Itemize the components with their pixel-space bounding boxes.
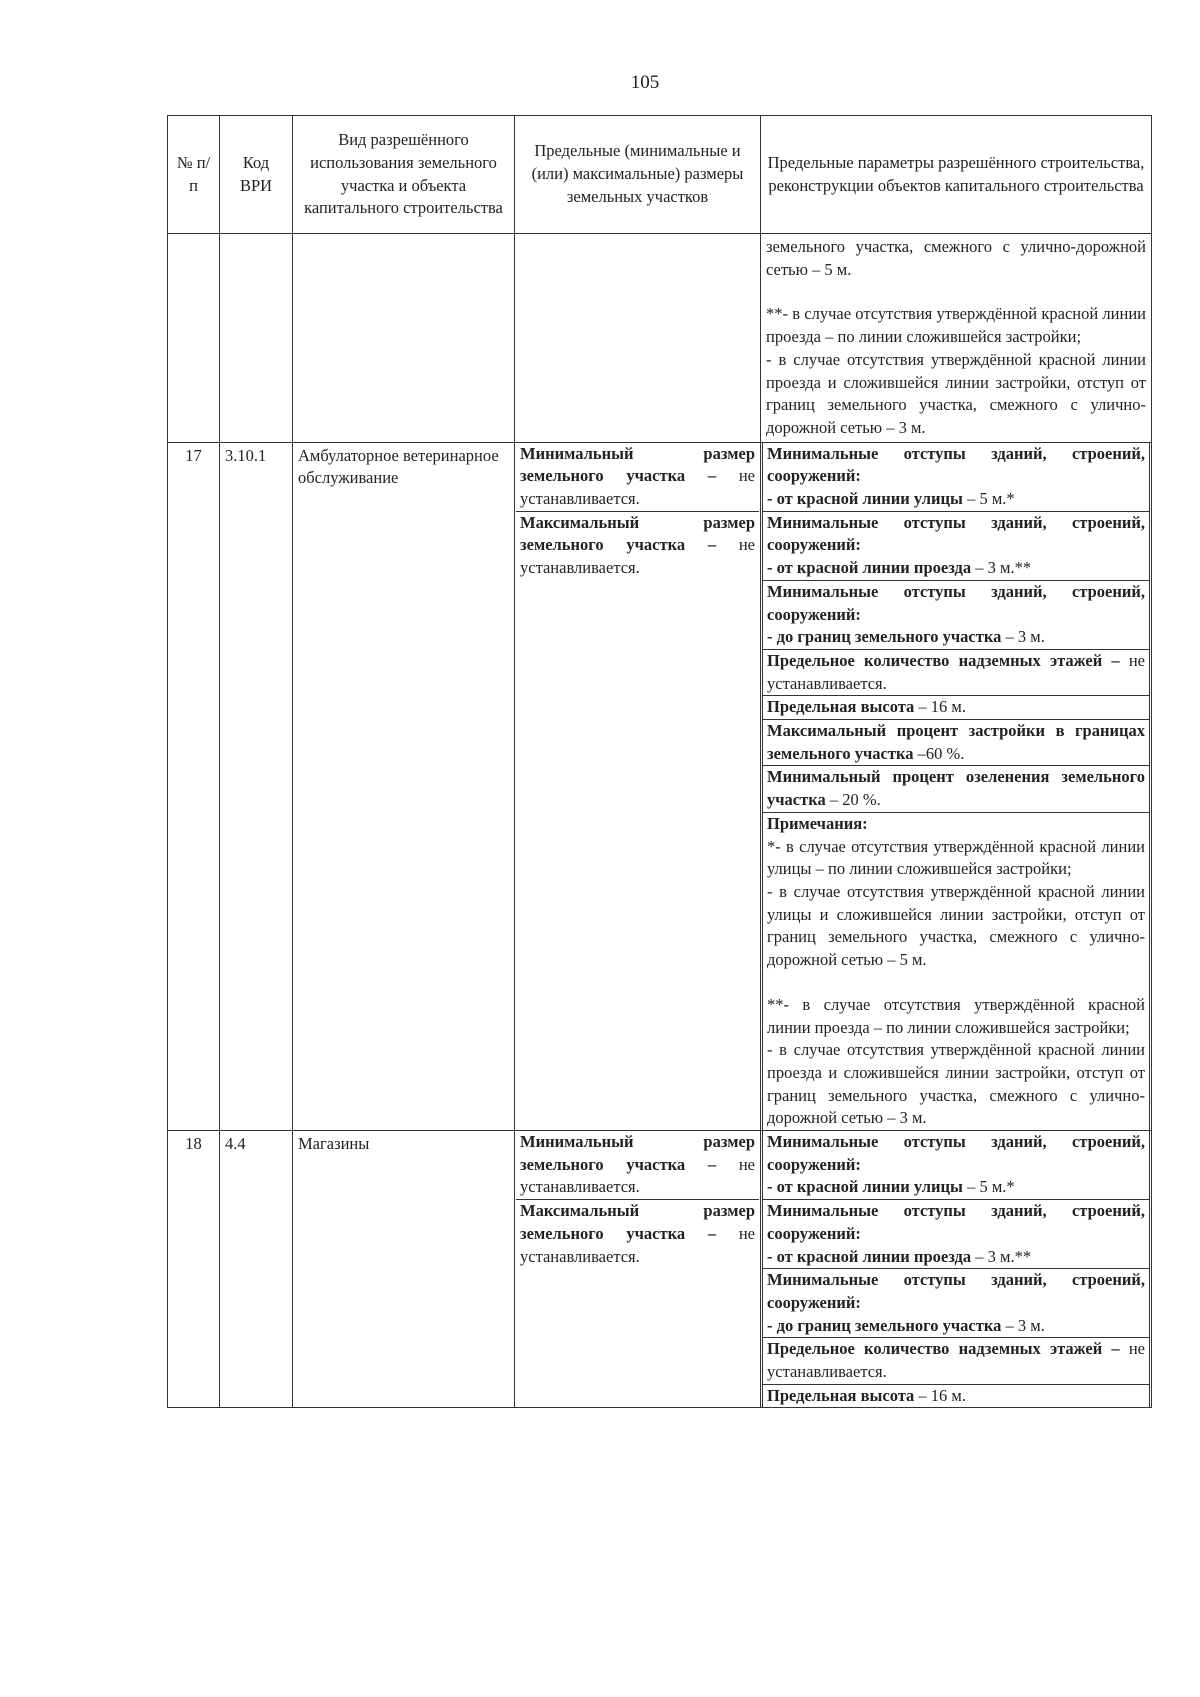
table-row (168, 442, 1152, 1130)
header-num: № п/п (168, 116, 220, 234)
header-code: Код ВРИ (220, 116, 293, 234)
params-cell (761, 442, 1152, 1130)
param-label: Минимальные отступы зданий, строений, сооружений: (767, 1132, 1145, 1174)
note-text: **- в случае отсутствия утверждённой красной линии проезда – по линии сложившейся застройки; (767, 994, 1145, 1037)
param-label: Предельная высота (767, 697, 915, 717)
param-label: - от красной линии улицы (767, 1177, 963, 1197)
size-value: не устанавливается. (520, 1223, 755, 1266)
param-label: - от красной линии улицы (767, 489, 963, 509)
header-params: Предельные параметры разрешённого строительства, реконструкции объектов капитального строительства (761, 116, 1152, 234)
param-value: не устанавливается. (767, 1339, 1145, 1382)
param-label: Предельная высота (767, 1385, 915, 1405)
param-value: – 3 м.** (971, 1246, 1032, 1266)
param-value: – 20 %. (825, 790, 881, 810)
header-size: Предельные (минимальные и (или) максимальные) размеры земельных участков (515, 116, 761, 234)
header-use: Вид разрешённого использования земельного участка и объекта капитального строительства (293, 116, 515, 234)
notes-heading: Примечания: (767, 813, 868, 833)
row-use: Магазины (293, 1131, 515, 1408)
param-label: Предельное количество надземных этажей – (767, 650, 1120, 670)
zoning-table (167, 115, 1152, 1408)
param-label: - от красной линии проезда (767, 1246, 972, 1266)
size-value: не устанавливается. (520, 535, 755, 578)
note-text: - в случае отсутствия утверждённой красной линии улицы и сложившейся линии застройки, отступ от границ земельного участка, смежного с улично-дорожной сетью – 5 м. (767, 881, 1145, 970)
param-label: Максимальный процент застройки в границах земельного участка (767, 721, 1145, 763)
param-value: – 3 м. (1001, 1315, 1045, 1335)
param-value: – 3 м. (1001, 627, 1045, 647)
param-value: – 3 м.** (971, 558, 1032, 578)
page-number: 105 (630, 72, 660, 93)
size-label: Минимальный размер земельного участка – (520, 1132, 755, 1174)
param-label: Минимальный процент озеленения земельного участка (767, 767, 1145, 810)
table-row (168, 1131, 1152, 1408)
row-code: 4.4 (220, 1131, 293, 1408)
row-use: Амбулаторное ветеринарное обслуживание (293, 442, 515, 1130)
row-number: 18 (168, 1131, 220, 1408)
note-text: *- в случае отсутствия утверждённой красной линии улицы – по линии сложившейся застройки; (767, 836, 1145, 879)
param-label: - до границ земельного участка (767, 1315, 1002, 1335)
size-label: Минимальный размер земельного участка – (520, 443, 755, 486)
param-label: Предельное количество надземных этажей – (767, 1339, 1120, 1359)
param-value: –60 %. (913, 743, 965, 763)
param-label: - от красной линии проезда (767, 558, 972, 578)
param-label: Минимальные отступы зданий, строений, сооружений: (767, 512, 1145, 555)
param-label: - до границ земельного участка (767, 627, 1002, 647)
continuation-text: земельного участка, смежного с улично-дорожной сетью – 5 м. (766, 237, 1146, 279)
note-text: **- в случае отсутствия утверждённой красной линии проезда – по линии сложившейся застройки; (766, 304, 1146, 347)
param-label: Минимальные отступы зданий, строений, сооружений: (767, 443, 1145, 486)
params-cell (761, 234, 1152, 443)
table-row (168, 234, 1152, 443)
table-header-row (168, 116, 1152, 234)
param-label: Минимальные отступы зданий, строений, сооружений: (767, 1201, 1145, 1243)
row-number: 17 (168, 442, 220, 1130)
size-value: не устанавливается. (520, 1154, 755, 1197)
param-value: – 5 м.* (962, 1177, 1015, 1197)
size-cell (515, 442, 761, 1130)
size-label: Максимальный размер земельного участка – (520, 512, 755, 555)
param-label: Минимальные отступы зданий, строений, сооружений: (767, 581, 1145, 624)
size-value: не устанавливается. (520, 466, 755, 509)
params-cell (761, 1131, 1152, 1408)
param-value: не устанавливается. (767, 650, 1145, 693)
param-value: – 5 м.* (962, 489, 1015, 509)
param-value: – 16 м. (914, 697, 966, 717)
param-value: – 16 м. (914, 1385, 966, 1405)
size-label: Максимальный размер земельного участка – (520, 1201, 755, 1243)
note-text: - в случае отсутствия утверждённой красной линии проезда и сложившейся линии застройки, отступ от границ земельного участка, смежного с улично-дорожной сетью – 3 м. (766, 349, 1146, 437)
note-text: - в случае отсутствия утверждённой красной линии проезда и сложившейся линии застройки, отступ от границ земельного участка, смежного с улично-дорожной сетью – 3 м. (767, 1040, 1145, 1128)
param-label: Минимальные отступы зданий, строений, сооружений: (767, 1270, 1145, 1312)
size-cell (515, 1131, 761, 1408)
row-code: 3.10.1 (220, 442, 293, 1130)
